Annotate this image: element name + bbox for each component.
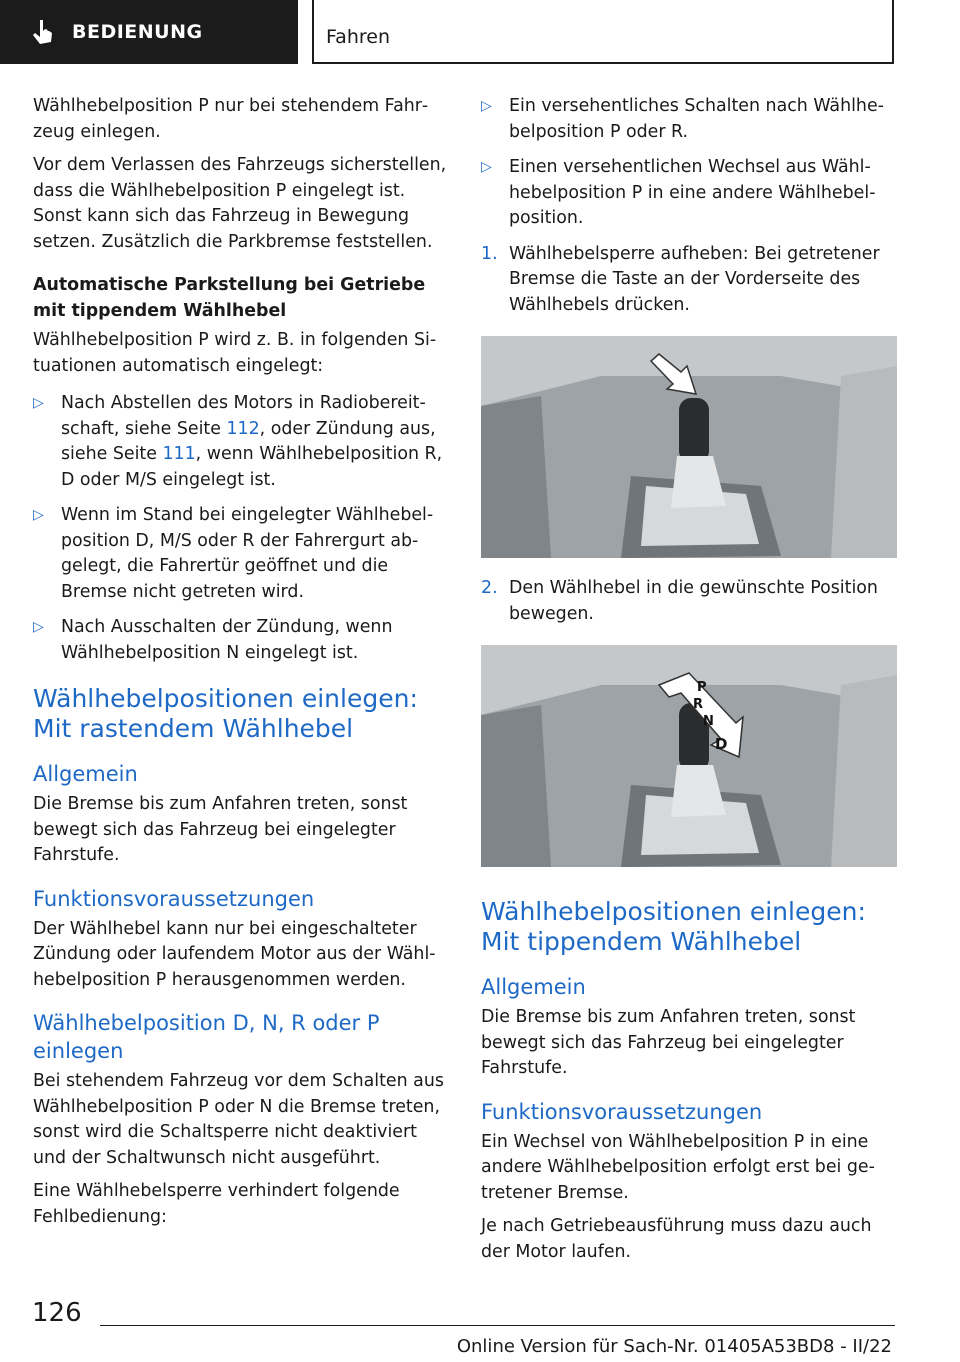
bullet-triangle-icon: ▷: [481, 98, 492, 114]
step-number: 2.: [481, 578, 498, 598]
step-item: 1. Wählhebelsperre aufheben: Bei getretener Bremse die Taste an der Vorderseite des Wählhebels drücken.: [481, 243, 880, 315]
subsection-heading: Funktionsvoraussetzungen: [481, 1099, 763, 1124]
paragraph: Die Bremse bis zum Anfahren treten, sonst bewegt sich das Fahrzeug bei eingelegter Fahrstufe.: [481, 1007, 856, 1078]
bullet-triangle-icon: ▷: [33, 507, 44, 523]
gear-lever-release-photo: [481, 336, 897, 558]
paragraph: Bei stehendem Fahrzeug vor dem Schalten aus Wählhebelposition P oder N die Bremse treten, sonst wird die Schaltsperre nicht deaktiviert und der Schaltwunsch nicht ausgeführt.: [33, 1071, 444, 1168]
page-number: 126: [32, 1298, 82, 1328]
paragraph: Wählhebelposition P wird z. B. in folgenden Situationen automatisch eingelegt:: [33, 330, 437, 376]
paragraph: Eine Wählhebelsperre verhindert folgende Fehlbedienung:: [33, 1181, 400, 1227]
bullet-triangle-icon: ▷: [33, 395, 44, 411]
page-link-111[interactable]: 111: [162, 444, 196, 464]
paragraph: Vor dem Verlassen des Fahrzeugs sicherstellen, dass die Wählhebelposition P eingelegt ist. Sonst kann sich das Fahrzeug in Bewegung setzen. Zusätzlich die Parkbremse feststellen.: [33, 155, 447, 252]
section-label: BEDIENUNG: [72, 21, 203, 43]
section-tab: [0, 0, 298, 64]
gear-lever-positions-photo: [481, 645, 897, 867]
footer-divider: [100, 1325, 895, 1326]
right-column: [481, 94, 893, 1273]
gear-label-n: N: [703, 714, 714, 729]
chapter-box: [312, 0, 894, 64]
bullet-triangle-icon: ▷: [33, 619, 44, 635]
paragraph: Die Bremse bis zum Anfahren treten, sonst bewegt sich das Fahrzeug bei eingelegter Fahrstufe.: [33, 794, 408, 865]
chapter-title: Fahren: [326, 26, 390, 48]
list-item: ▷ Nach Ausschalten der Zündung, wenn Wählhebelposition N eingelegt ist.: [33, 617, 393, 663]
step-item: 2. Den Wählhebel in die gewünschte Position bewegen.: [481, 578, 878, 624]
list-item: ▷ Ein versehentliches Schalten nach Wählhebelposition P oder R.: [481, 96, 884, 142]
subsection-heading: Allgemein: [481, 975, 586, 999]
subsection-heading: Funktionsvoraussetzungen: [33, 886, 315, 911]
bullet-triangle-icon: ▷: [481, 159, 492, 175]
paragraph: Wählhebelposition P nur bei stehendem Fahrzeug einlegen.: [33, 96, 429, 142]
left-column: [33, 94, 451, 1238]
paragraph: Der Wählhebel kann nur bei eingeschalteter Zündung oder laufendem Motor aus der Wählhebelposition P herausgenommen werden.: [33, 918, 436, 990]
gear-label-p: P: [697, 680, 707, 695]
page-header: [0, 0, 960, 66]
subsection-heading: Wählhebelposition D, N, R oder P einlegen: [33, 1011, 380, 1063]
gear-label-r: R: [693, 697, 704, 712]
hand-pointer-icon: [28, 18, 56, 46]
subheading: Automatische Parkstellung bei Getriebe mit tippendem Wählhebel: [33, 275, 426, 321]
paragraph: Je nach Getriebeausführung muss dazu auch der Motor laufen.: [481, 1216, 872, 1262]
step-number: 1.: [481, 243, 498, 264]
gear-label-d: D: [715, 735, 728, 753]
list-item: ▷ Einen versehentlichen Wechsel aus Wählhebelposition P in eine andere Wählhebelposition.: [481, 157, 876, 228]
list-item: ▷ Nach Abstellen des Motors in Radiobereitschaft, siehe Seite 112, oder Zündung aus, siehe Seite 111, wenn Wählhebelposition R, D oder M/S eingelegt ist.: [33, 393, 443, 490]
list-item: ▷ Wenn im Stand bei eingelegter Wählhebelposition D, M/S oder R der Fahrergurt abgelegt, die Fahrertür geöffnet und die Bremse nicht getreten wird.: [33, 505, 434, 602]
section-heading: Wählhebelpositionen einlegen: Mit tippendem Wählhebel: [481, 897, 866, 956]
section-heading: Wählhebelpositionen einlegen: Mit rastendem Wählhebel: [33, 684, 418, 743]
footer-online-version: Online Version für Sach-Nr. 01405A53BD8 - II/22: [456, 1336, 892, 1357]
subsection-heading: Allgemein: [33, 762, 138, 786]
paragraph: Ein Wechsel von Wählhebelposition P in eine andere Wählhebelposition erfolgt erst bei getretener Bremse.: [481, 1131, 875, 1203]
page-link-112[interactable]: 112: [226, 418, 260, 439]
